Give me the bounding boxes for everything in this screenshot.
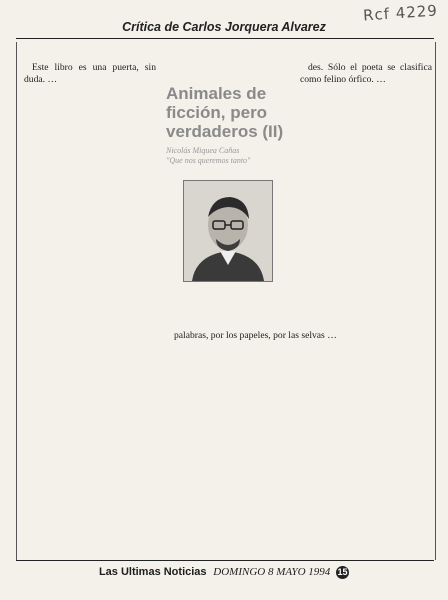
newspaper-name: Las Ultimas Noticias [98, 566, 207, 579]
column-3-opening: des. Sólo el poeta se clasifica como felino órfico. … [300, 62, 432, 85]
article-column-3 [300, 62, 432, 86]
section-heading: Crítica de Carlos Jorquera Alvarez [122, 20, 326, 34]
byline-title: "Que nos queremos tanto" [166, 156, 251, 165]
page-number-badge: 15 [337, 567, 348, 577]
column-2-opening: palabras, por los papeles, por las selvas … [174, 330, 337, 341]
publication-date: DOMINGO 8 MAYO 1994 [213, 566, 331, 579]
byline-name: Nicolás Miquea Cañas [166, 146, 240, 155]
article-column-1 [24, 62, 156, 86]
top-rule [16, 38, 434, 39]
byline [166, 146, 296, 166]
bottom-rule [16, 560, 434, 561]
author-portrait [183, 180, 273, 282]
column-1-opening: Este libro es una puerta, sin duda. … [24, 62, 156, 85]
article-column-2 [166, 330, 434, 342]
handwritten-archive-note: Rcf 4229 [362, 1, 439, 25]
portrait-illustration [184, 181, 272, 281]
article-headline: Animales de ficción, pero verdaderos (II) [166, 84, 284, 141]
page-footer [0, 566, 448, 579]
